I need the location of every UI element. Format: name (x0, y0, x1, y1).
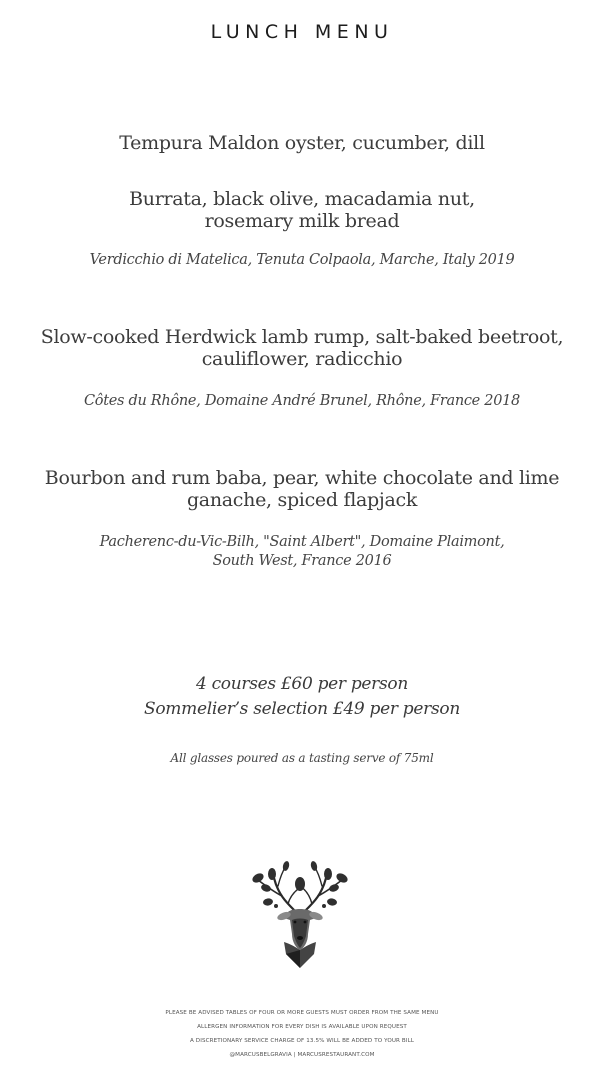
wine-line: Verdicchio di Matelica, Tenuta Colpaola, Marche, Italy 2019 (89, 252, 515, 268)
dish-line: cauliflower, radicchio (201, 348, 403, 370)
dish-line: Slow-cooked Herdwick lamb rump, salt-baked beetroot, (40, 326, 564, 348)
footer-group-policy: PLEASE BE ADVISED TABLES OF FOUR OR MORE GUESTS MUST ORDER FROM THE SAME MENU (165, 1010, 439, 1016)
course-2-wine-pairing (0, 251, 604, 270)
footer (0, 1006, 604, 1062)
wine-line: Pacherenc-du-Vic-Bilh, "Saint Albert", Domaine Plaimont, (99, 534, 505, 550)
course-3-wine-pairing (0, 392, 604, 411)
sommelier-price: Sommelier’s selection £49 per person (144, 699, 460, 719)
footer-social-website-link[interactable]: @MARCUSBELGRAVIA | MARCUSRESTAURANT.COM (229, 1052, 375, 1058)
dish-line: Burrata, black olive, macadamia nut, (129, 188, 475, 210)
dish-line: ganache, spiced flapjack (186, 489, 418, 511)
course-3-dish (0, 326, 604, 370)
course-1-dish (0, 132, 604, 154)
dish-line: rosemary milk bread (204, 210, 400, 232)
course-4-dish (0, 467, 604, 511)
dish-line: Tempura Maldon oyster, cucumber, dill (119, 132, 485, 154)
course-2-dish (0, 188, 604, 232)
page-title: LUNCH MENU (210, 21, 394, 43)
pricing-block (0, 672, 604, 722)
course-4-wine-pairing (0, 533, 604, 571)
footer-allergen-info: ALLERGEN INFORMATION FOR EVERY DISH IS AVAILABLE UPON REQUEST (197, 1024, 407, 1030)
wine-line: Côtes du Rhône, Domaine André Brunel, Rhône, France 2018 (84, 393, 520, 409)
wine-line: South West, France 2016 (212, 553, 392, 569)
dish-line: Bourbon and rum baba, pear, white chocolate and lime (44, 467, 560, 489)
stag-head-with-oak-antlers-icon (244, 858, 356, 970)
courses-price: 4 courses £60 per person (195, 674, 409, 694)
tasting-note: All glasses poured as a tasting serve of 75ml (170, 751, 434, 765)
footer-service-charge: A DISCRETIONARY SERVICE CHARGE OF 13.5% WILL BE ADDED TO YOUR BILL (189, 1038, 414, 1044)
